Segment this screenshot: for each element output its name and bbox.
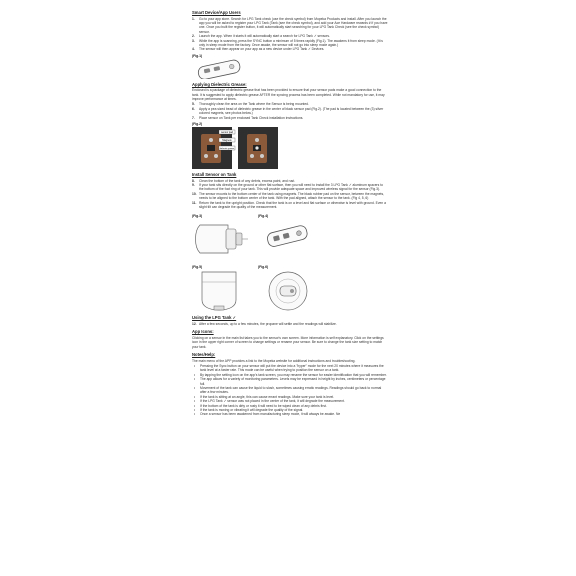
step-number: 1. xyxy=(192,16,195,21)
fig6-tank-bottom-image xyxy=(258,270,320,312)
step-text: After a few seconds, up to a few minutes, the propane will settle and the readings will stabilize. xyxy=(199,321,337,326)
list-item xyxy=(192,192,388,201)
fig2-photos xyxy=(192,127,278,169)
step-text: Clean the bottom of the tank of any debris, excess paint, and rust. xyxy=(199,178,296,183)
heading-notes: Notes/Help: xyxy=(192,352,216,358)
steps-list xyxy=(192,179,388,210)
list-item xyxy=(192,116,388,120)
bullet-text: If the LPG Tank ✓ sensor was not placed in the center of the tank, it will degrade the measurement. xyxy=(200,399,345,404)
step-number: 8. xyxy=(192,178,195,183)
bullet-dot: • xyxy=(194,363,196,368)
step-number: 6. xyxy=(192,106,195,111)
step-number: 4. xyxy=(192,47,195,52)
list-item xyxy=(192,364,388,373)
step-number: 7. xyxy=(192,115,195,120)
section-smart-device xyxy=(192,10,388,79)
dielectric-intro: Enclosed is a package of dielectric grease that has been provided to ensure that your sensor pads make a good connection to the tank. It is suggested to apply dielectric grease AFTER the syncing process has been completed. While not mandatory for use, it may improve performance at times. xyxy=(192,88,385,102)
step-text: The sensor will then appear on your app as a new device under LPG Tank ✓ Devices. xyxy=(199,47,325,52)
fig3-label: (Fig.3) xyxy=(192,214,203,219)
section-using xyxy=(192,315,388,326)
fig4-label: (Fig.4) xyxy=(258,214,269,219)
callout-grease: dielectric grease xyxy=(219,148,235,151)
list-item xyxy=(192,107,388,116)
list-item xyxy=(192,183,388,192)
list-item xyxy=(192,201,388,210)
bullet-text: Once a sensor has been awakened from manufacturing sleep mode, it will always be awake. Ne xyxy=(200,412,341,417)
bullet-text: Pressing the Sync button on your sensor will put the device into a "hyper" mode for the next 20 minutes where it measures the tank level at a faster rate. This mode can be useful when trying to position the sensor on a tank. xyxy=(200,363,384,373)
step-number: 12. xyxy=(192,321,197,326)
section-install xyxy=(192,172,388,312)
heading-smart-device: Smart Device/App Users xyxy=(192,10,241,15)
notes-intro: The main menu of the APP provides a link to the Mopeka website for additional instructions and troubleshooting. xyxy=(192,358,356,363)
steps-list xyxy=(192,17,388,52)
heading-app-icons: App Icons: xyxy=(192,329,214,335)
app-icons-body: Clicking on a sensor in the main list takes you to the sensor's own screen. More information is self explanatory. Click on the settings icon in the upper right corner of screen to change settings or rename your sensor. Be sure to change the tank size setting to match your tank. xyxy=(192,335,384,349)
fig1-sensor-image xyxy=(192,59,248,79)
step-text: While the app is scanning, press the SYNC button a minimum of 5 times rapidly (Fig.1). The awakens it from sleep mode. (It is only in sleep mode from the factory. Once awake, the sensor will not go into sleep mode again.) xyxy=(199,38,383,47)
bullet-dot: • xyxy=(194,403,196,408)
step-number: 5. xyxy=(192,102,195,107)
heading-install: Install Sensor on Tank xyxy=(192,172,237,178)
list-item xyxy=(192,39,388,48)
step-text: The sensor mounts to the bottom center of the tank using magnets. The black rubber pad on the sensor, between the magnets, needs to be aligned to the bottom center of the tank. With the pad aligned, attach the sensor to the tank. (Fig 4, 5, 6) xyxy=(199,191,385,201)
step-text: Go to your app store. Search for LPG Tank check (use the check symbol) from Mopeka Products and install. After you launch the app you will be asked to register your LPG Tank (Tank (see the check symbol), and add your Ace Hardware rewards # if you have one. Once you built the register button, it will automatically start searching for your LPG Tank Check (see the check symbol) sensor. xyxy=(199,16,388,34)
section-notes xyxy=(192,352,388,417)
step-text: Return the tank to the upright position. Check that the tank is on a level and flat surface or otherwise is level with ground. Even a slight tilt can degrade the quality of the measurement. xyxy=(199,200,386,210)
step-text: If your tank sits directly on the ground or other flat surface, then you will need to install the 3 LPG Tank ✓ aluminum spacers to the bottom of the foot ring of your tank. This will provide adequate space and improved wireless signal for the sensor (Fig.3). xyxy=(199,183,383,192)
list-item xyxy=(192,377,388,386)
fig3-sensor-image xyxy=(192,219,254,259)
heading-dielectric: Applying Dielectric Grease: xyxy=(192,81,247,87)
step-number: 11. xyxy=(192,200,197,205)
bullet-dot: • xyxy=(194,408,196,413)
bullet-text: If the bottom of the tank is dirty or rusty it will need to be wiped clean of any debris first. xyxy=(200,403,327,408)
step-number: 9. xyxy=(192,183,195,187)
fig-row-top xyxy=(192,212,388,259)
heading-using: Using the LPG Tank ✓ xyxy=(192,315,237,321)
list-item xyxy=(192,322,388,326)
step-text: Launch the app. When it starts it will automatically start a search for LPG Tank ✓ sensors. xyxy=(199,34,330,39)
bullet-dot: • xyxy=(194,394,196,399)
section-app-icons xyxy=(192,329,388,349)
bullet-text: Movement of the tank can cause the liquid to slosh, sometimes causing erratic readings. Readings should go back to normal after a few minutes. xyxy=(200,386,382,395)
bullet-dot: • xyxy=(194,377,196,382)
bullet-dot: • xyxy=(194,412,196,417)
bullet-dot: • xyxy=(194,399,196,404)
list-item xyxy=(192,386,388,395)
list-item xyxy=(192,47,388,51)
fig5-tank-image xyxy=(192,270,254,312)
step-number: 3. xyxy=(192,38,195,43)
bullet-text: By tapping the setting icon on the app's tank screen, you may rename the sensor for easier identification that you will remember. xyxy=(200,372,387,377)
step-text: Place sensor on Tank per enclosed Tank Check installation instructions. xyxy=(199,115,304,120)
steps-list xyxy=(192,322,388,326)
document-page xyxy=(192,10,388,417)
bullet-text: If the tank is moving or vibrating it will degrade the quality of the signal. xyxy=(200,408,304,413)
fig5-label: (Fig.5) xyxy=(192,265,203,270)
fig-row-bottom xyxy=(192,263,388,312)
callout-sensor-pad: sensor pad xyxy=(221,131,233,135)
bullet-text: The app allows for a variety of monitoring parameters. Levels may be expressed in height by inches, centimeters or percentage full. xyxy=(200,377,386,386)
notes-bullets xyxy=(192,364,388,417)
fig4-sensor-image xyxy=(258,219,320,259)
bullet-dot: • xyxy=(194,372,196,377)
step-number: 2. xyxy=(192,34,195,39)
fig6-label: (Fig.6) xyxy=(258,265,269,270)
list-item xyxy=(192,412,388,416)
section-dielectric xyxy=(192,82,388,169)
bullet-dot: • xyxy=(194,386,196,390)
list-item xyxy=(192,17,388,35)
fig1-label: (Fig.1) xyxy=(192,53,203,58)
step-text: Thoroughly clean the area on the Tank where the Sensor is being mounted. xyxy=(199,102,309,107)
callout-magnets: Magnets xyxy=(222,139,232,143)
step-text: Apply a pea sized bead of dielectric grease in the center of black sensor pad (Fig.2). (The pad is located between the (3) silver colored magnets, see photos below.) xyxy=(199,106,384,116)
bullet-text: If the tank is sitting at an angle, this can cause errant readings. Make sure your tank is level. xyxy=(200,394,335,399)
step-number: 10. xyxy=(192,191,197,196)
fig2-label: (Fig.2) xyxy=(192,122,203,127)
steps-list xyxy=(192,102,388,120)
